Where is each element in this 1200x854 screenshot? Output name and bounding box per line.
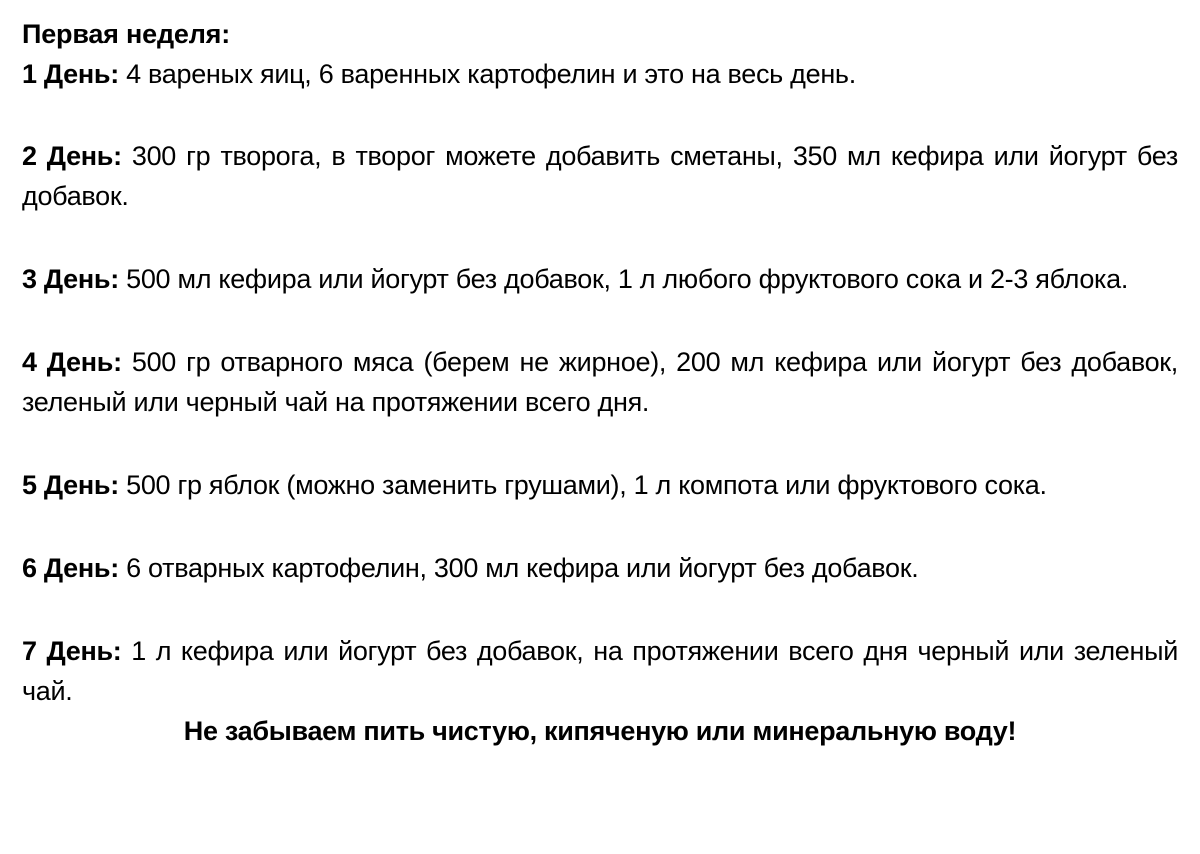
day-5-text: 500 гр яблок (можно заменить грушами), 1 л компота или фруктового сока. <box>118 470 1047 500</box>
day-3-text: 500 мл кефира или йогурт без добавок, 1 л любого фруктового сока и 2-3 яблока. <box>118 264 1129 294</box>
day-2-label: 2 День: <box>22 141 122 171</box>
day-7-text: 1 л кефира или йогурт без добавок, на протяжении всего дня черный или зеленый чай. <box>22 636 1178 706</box>
day-2-entry <box>22 136 1178 216</box>
day-2-text: 300 гр творога, в творог можете добавить сметаны, 350 мл кефира или йогурт без добавок. <box>22 141 1178 211</box>
day-4-entry <box>22 342 1178 422</box>
day-5-label: 5 День: <box>22 470 119 500</box>
water-reminder: Не забываем пить чистую, кипяченую или минеральную воду! <box>183 716 1017 746</box>
day-4-text: 500 гр отварного мяса (берем не жирное), 200 мл кефира или йогурт без добавок, зеленый или черный чай на протяжении всего дня. <box>22 347 1178 417</box>
day-1-text: 4 вареных яиц, 6 варенных картофелин и это на весь день. <box>118 59 856 89</box>
day-3-entry <box>22 259 1178 299</box>
diet-document <box>22 14 1178 751</box>
day-7-label: 7 День: <box>22 636 122 666</box>
day-5-entry <box>22 465 1178 505</box>
day-6-entry <box>22 548 1178 588</box>
day-7-entry <box>22 631 1178 711</box>
day-1-label: 1 День: <box>22 59 119 89</box>
day-6-label: 6 День: <box>22 553 119 583</box>
day-6-text: 6 отварных картофелин, 300 мл кефира или йогурт без добавок. <box>118 553 919 583</box>
day-3-label: 3 День: <box>22 264 119 294</box>
document-heading: Первая неделя: <box>22 19 231 49</box>
day-1-entry <box>22 54 1178 94</box>
day-4-label: 4 День: <box>22 347 122 377</box>
